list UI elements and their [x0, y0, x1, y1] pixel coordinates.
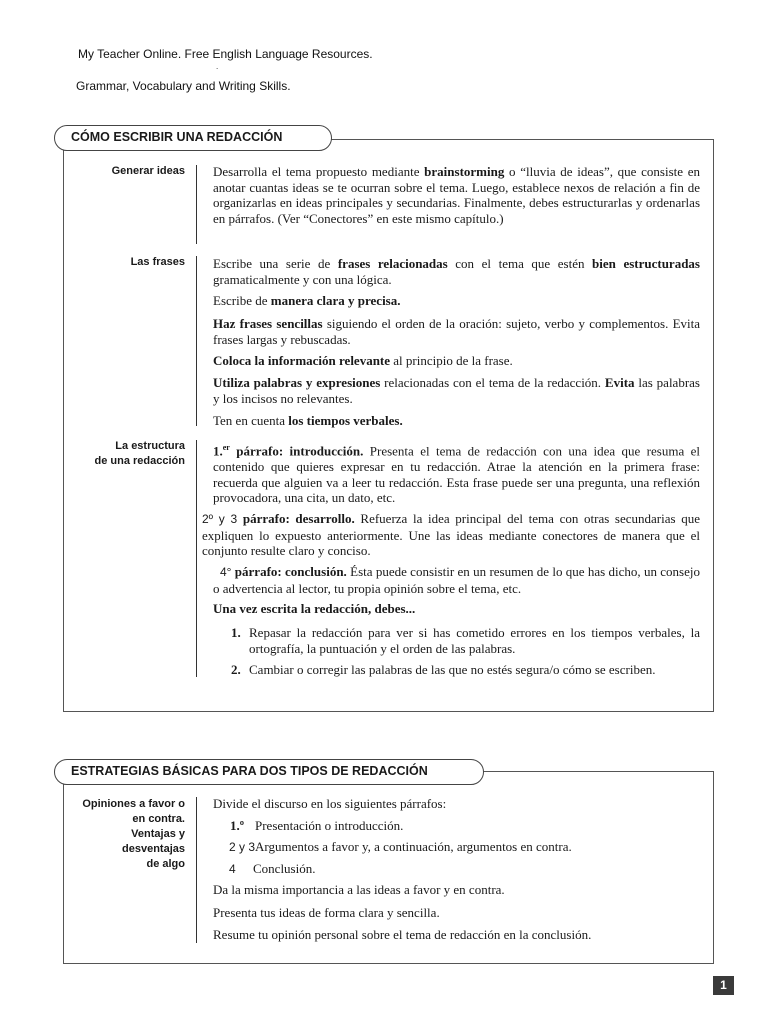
- page-number: 1: [713, 976, 734, 995]
- paragraph-frases-6: Ten en cuenta los tiempos verbales.: [213, 413, 403, 428]
- list-item-presentacion: 1.º Presentación o introducción.: [230, 818, 404, 833]
- divider-opiniones: [196, 797, 197, 943]
- header-line-2: Grammar, Vocabulary and Writing Skills.: [76, 79, 291, 93]
- header-line-1: My Teacher Online. Free English Language Resources.: [78, 47, 373, 61]
- paragraph-frases-4: Coloca la información relevante al principio de la frase.: [213, 353, 513, 368]
- paragraph-importancia: Da la misma importancia a las ideas a favor y en contra.: [213, 882, 505, 897]
- label-las-frases: Las frases: [130, 256, 185, 268]
- paragraph-presenta: Presenta tus ideas de forma clara y sencilla.: [213, 905, 440, 920]
- paragraph-resume: Resume tu opinión personal sobre el tema de redacción en la conclusión.: [213, 927, 592, 942]
- label-generar-ideas: Generar ideas: [111, 165, 185, 177]
- paragraph-divide: Divide el discurso en los siguientes párrafos:: [213, 796, 447, 811]
- divider-generar: [196, 165, 197, 244]
- paragraph-generar-ideas: Desarrolla el tema propuesto mediante brainstorming o “lluvia de ideas”, que consiste en anotar cuantas ideas se te ocurran sobre el tema. Luego, establece nexos de relación a fin de organizarlas en ideas principales y secundarias. Finalmente, debes estructurarlas y ordenarlas en párrafos. (Ver “Conectores” en este mismo capítulo.): [213, 164, 700, 226]
- paragraph-una-vez: Una vez escrita la redacción, debes...: [213, 601, 416, 616]
- paragraph-frases-3: Haz frases sencillas siguiendo el orden de la oración: sujeto, verbo y complementos. Evita frases largas y rebuscadas.: [213, 316, 700, 347]
- paragraph-desarrollo: 2º y 3 párrafo: desarrollo. Refuerza la idea principal del tema con otras secundarias que expliquen lo expuesto anteriormente. Une las ideas mediante conectores de manera que el conjunto resulte claro y conciso.: [202, 511, 700, 559]
- paragraph-frases-2: Escribe de manera clara y precisa.: [213, 293, 401, 308]
- header-dot: .: [216, 62, 219, 71]
- list-item-conclusion: 4 Conclusión.: [229, 861, 316, 876]
- divider-estructura: [196, 440, 197, 677]
- label-estructura: La estructura de una redacción: [94, 440, 185, 467]
- list-item-repasar: 1. Repasar la redacción para ver si has cometido errores en los tiempos verbales, la ortografía, la puntuación y el orden de las palabras.: [231, 625, 700, 656]
- label-opiniones: Opiniones a favor o en contra. Ventajas y desventajas de algo: [82, 798, 185, 870]
- section-1-title: CÓMO ESCRIBIR UNA REDACCIÓN: [54, 125, 332, 151]
- list-item-cambiar: 2. Cambiar o corregir las palabras de las que no estés segura/o cómo se escriben.: [231, 662, 656, 677]
- paragraph-frases-5: Utiliza palabras y expresiones relacionadas con el tema de la redacción. Evita las palabras y los incisos no relevantes.: [213, 375, 700, 406]
- divider-frases: [196, 256, 197, 426]
- section-2-title: ESTRATEGIAS BÁSICAS PARA DOS TIPOS DE REDACCIÓN: [54, 759, 484, 785]
- list-item-argumentos: 2 y 3Argumentos a favor y, a continuación, argumentos en contra.: [229, 839, 572, 854]
- paragraph-frases-1: Escribe una serie de frases relacionadas con el tema que estén bien estructuradas gramaticalmente y con una lógica.: [213, 256, 700, 287]
- paragraph-introduccion: 1.$^{er}$ párrafo: introducción. Presenta el tema de redacción con una idea que resuma el contenido que quieres expresar en tu redacción. Atrae la atención en la primera frase: recuerda que alguien va a leer tu redacción. Esta frase puede ser una pregunta, una reflexión provocadora, una cita, un dato, etc.: [213, 443, 700, 506]
- paragraph-conclusion: 4° párrafo: conclusión. Ésta puede consistir en un resumen de lo que has dicho, un consejo o advertencia al lector, tu propia opinión sobre el tema, etc.: [213, 564, 700, 596]
